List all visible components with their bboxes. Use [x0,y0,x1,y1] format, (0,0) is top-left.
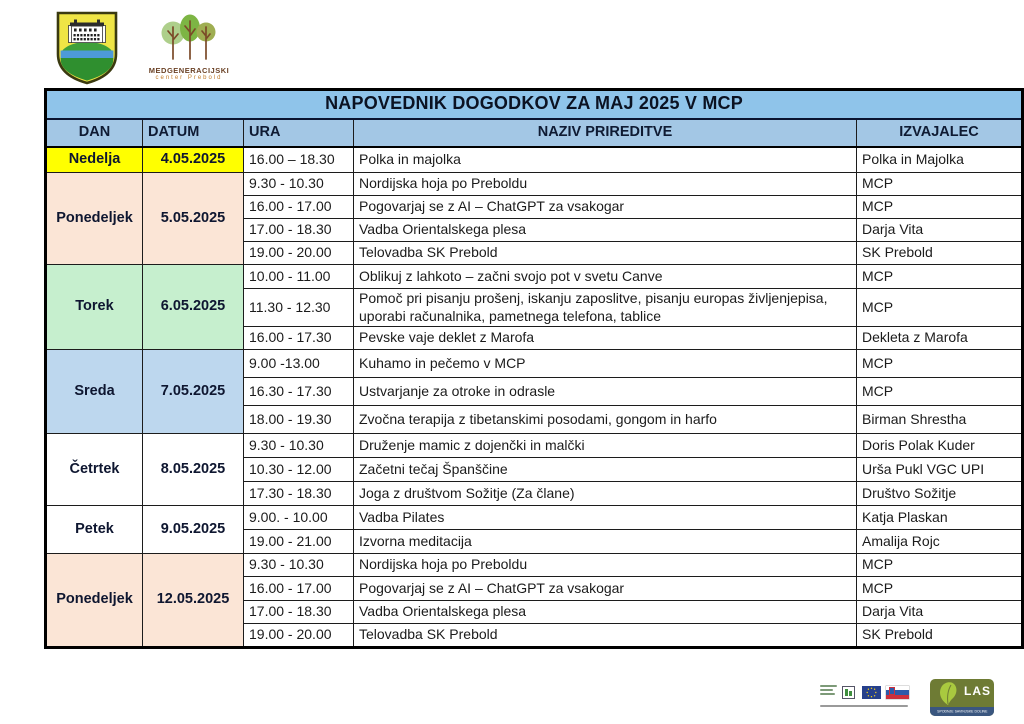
event-organizer: MCP [857,173,1023,196]
group-petek [46,506,1023,554]
event-time: 18.00 - 19.30 [244,406,354,434]
group-nedelja [46,147,1023,173]
mcp-logo-subtitle: center Prebold [155,75,223,81]
day-cell: Petek [46,506,143,554]
event-organizer: Urša Pukl VGC UPI [857,458,1023,482]
mcp-logo-title: MEDGENERACIJSKI [148,66,230,75]
date-cell: 5.05.2025 [143,173,244,265]
day-cell: Torek [46,265,143,350]
date-cell: 8.05.2025 [143,434,244,506]
event-title: Vadba Pilates [354,506,857,530]
event-time: 10.00 - 11.00 [244,265,354,289]
date-cell: 4.05.2025 [143,147,244,173]
event-time: 9.00 -13.00 [244,350,354,378]
column-header-datum: DATUM [143,119,244,147]
events-schedule-table [44,88,1024,649]
event-time: 9.30 - 10.30 [244,173,354,196]
mcp-center-logo [134,13,244,81]
event-time: 16.30 - 17.30 [244,378,354,406]
group-cetrtek [46,434,1023,506]
event-organizer: Dekleta z Marofa [857,327,1023,350]
event-time: 11.30 - 12.30 [244,289,354,327]
event-title: Pogovarjaj se z AI – ChatGPT za vsakogar [354,577,857,601]
column-header-izvajalec: IZVAJALEC [857,119,1023,147]
event-organizer: Katja Plaskan [857,506,1023,530]
table-header [46,90,1023,147]
event-organizer: MCP [857,378,1023,406]
event-organizer: MCP [857,350,1023,378]
event-title: Druženje mamic z dojenčki in malčki [354,434,857,458]
page-title: NAPOVEDNIK DOGODKOV ZA MAJ 2025 V MCP [46,90,1023,119]
ministry-logo [820,685,837,697]
day-cell: Sreda [46,350,143,434]
las-strip [930,707,994,716]
event-title: Vadba Orientalskega plesa [354,219,857,242]
event-time: 16.00 - 17.00 [244,196,354,219]
event-organizer: Darja Vita [857,219,1023,242]
crest-icon [56,11,118,85]
event-title: Pogovarjaj se z AI – ChatGPT za vsakogar [354,196,857,219]
las-sublabel: SPODNJE SAVINJSKE DOLINE [936,709,988,714]
slovenia-flag-icon [886,686,909,699]
event-organizer: MCP [857,577,1023,601]
event-title: Začetni tečaj Španščine [354,458,857,482]
event-organizer: Društvo Sožitje [857,482,1023,506]
event-organizer: Doris Polak Kuder [857,434,1023,458]
event-title: Nordijska hoja po Preboldu [354,554,857,577]
event-time: 17.30 - 18.30 [244,482,354,506]
las-leaf-icon [934,680,964,706]
event-organizer: Birman Shrestha [857,406,1023,434]
event-title: Zvočna terapija z tibetanskimi posodami, gongom in harfo [354,406,857,434]
event-time: 9.30 - 10.30 [244,554,354,577]
leader-logo [842,686,855,699]
group-ponedeljek-5 [46,173,1023,265]
column-header-dan: DAN [46,119,143,147]
event-time: 16.00 - 17.30 [244,327,354,350]
event-title: Oblikuj z lahkoto – začni svojo pot v svetu Canve [354,265,857,289]
event-title: Telovadba SK Prebold [354,242,857,265]
day-cell: Ponedeljek [46,173,143,265]
day-cell: Nedelja [46,147,143,173]
event-organizer: Amalija Rojc [857,530,1023,554]
group-torek [46,265,1023,350]
trees-icon [157,13,221,61]
event-time: 16.00 - 17.00 [244,577,354,601]
event-title: Polka in majolka [354,147,857,173]
group-sreda [46,350,1023,434]
event-time: 19.00 - 20.00 [244,242,354,265]
date-cell: 7.05.2025 [143,350,244,434]
day-cell: Ponedeljek [46,554,143,648]
funding-caption-text [820,705,908,707]
las-label: LAS [964,684,991,698]
event-time: 16.00 – 18.30 [244,147,354,173]
event-title: Joga z društvom Sožitje (Za člane) [354,482,857,506]
day-cell: Četrtek [46,434,143,506]
event-time: 10.30 - 12.00 [244,458,354,482]
event-time: 17.00 - 18.30 [244,219,354,242]
event-organizer: Polka in Majolka [857,147,1023,173]
event-organizer: MCP [857,265,1023,289]
event-organizer: MCP [857,554,1023,577]
event-time: 9.30 - 10.30 [244,434,354,458]
event-title: Vadba Orientalskega plesa [354,601,857,624]
event-title: Nordijska hoja po Preboldu [354,173,857,196]
prebold-crest-logo [56,11,118,90]
event-title: Ustvarjanje za otroke in odrasle [354,378,857,406]
column-header-ura: URA [244,119,354,147]
event-time: 19.00 - 21.00 [244,530,354,554]
date-cell: 6.05.2025 [143,265,244,350]
las-logo [930,679,994,716]
group-ponedeljek-12 [46,554,1023,648]
column-header-naziv: NAZIV PRIREDITVE [354,119,857,147]
event-time: 19.00 - 20.00 [244,624,354,648]
eu-funding-logos [820,684,920,718]
event-title: Telovadba SK Prebold [354,624,857,648]
date-cell: 12.05.2025 [143,554,244,648]
event-title: Kuhamo in pečemo v MCP [354,350,857,378]
event-title: Pomoč pri pisanju prošenj, iskanju zaposlitve, pisanju europas življenjepisa, uporabi računalnika, pametnega telefona, tablice [354,289,857,327]
event-organizer: SK Prebold [857,242,1023,265]
event-organizer: MCP [857,289,1023,327]
event-title: Izvorna meditacija [354,530,857,554]
event-time: 9.00. - 10.00 [244,506,354,530]
date-cell: 9.05.2025 [143,506,244,554]
event-organizer: SK Prebold [857,624,1023,648]
event-organizer: Darja Vita [857,601,1023,624]
event-title: Pevske vaje deklet z Marofa [354,327,857,350]
eu-flag-icon [862,686,881,699]
event-time: 17.00 - 18.30 [244,601,354,624]
event-organizer: MCP [857,196,1023,219]
